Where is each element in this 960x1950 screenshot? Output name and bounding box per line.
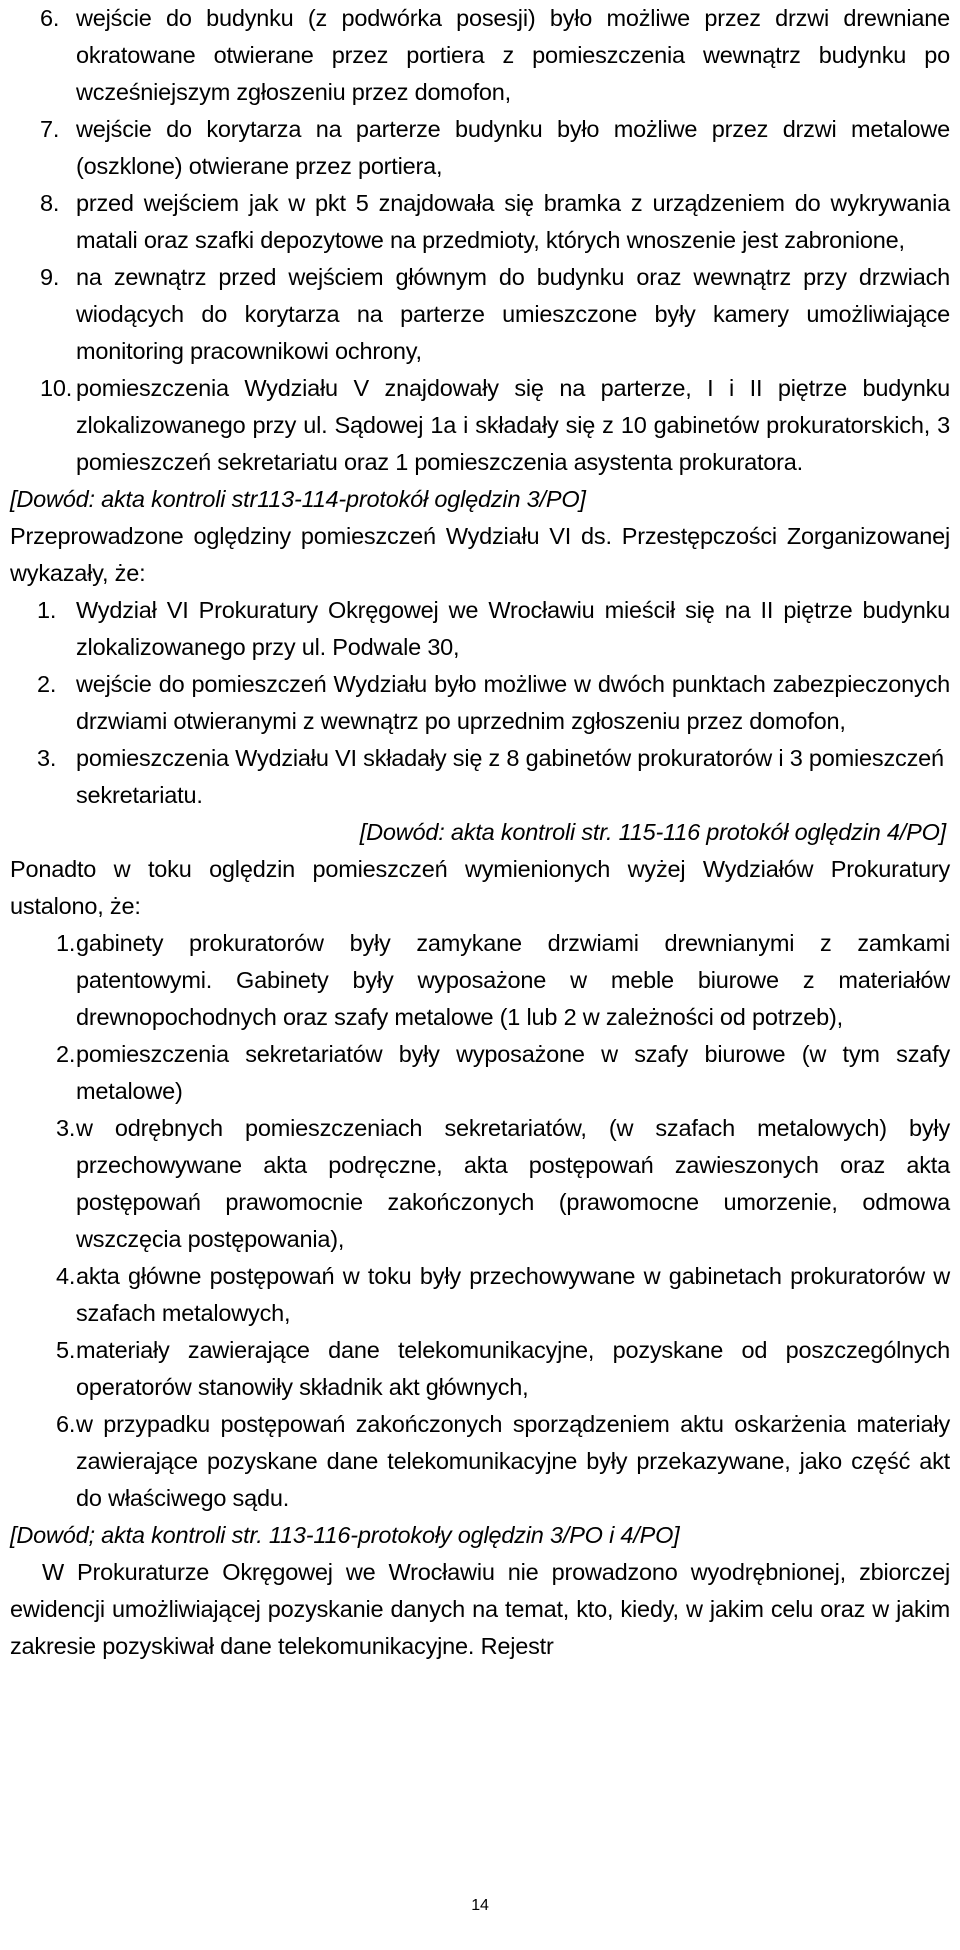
list-item-text: przed wejściem jak w pkt 5 znajdowała się bramka z urządzeniem do wykrywania matali oraz szafki depozytowe na przedmioty, których wnoszenie jest zabronione,: [76, 190, 950, 253]
list-department-vi: [10, 592, 950, 814]
list-item-number: 5.: [56, 1337, 76, 1363]
list-item: [10, 1332, 950, 1406]
list-item-text: akta główne postępowań w toku były przechowywane w gabinetach prokuratorów w szafach metalowych,: [76, 1263, 950, 1326]
list-item-text: w odrębnych pomieszczeniach sekretariatów, (w szafach metalowych) były przechowywane akta podręczne, akta postępowań zawieszonych oraz akta postępowań prawomocnie zakończonych (prawomocne umorzenie, odmowa wszczęcia postępowania),: [76, 1115, 950, 1252]
list-item-number: 9.: [40, 264, 60, 290]
paragraph-intro: Przeprowadzone oględziny pomieszczeń Wydziału VI ds. Przestępczości Zorganizowanej wykazały, że:: [10, 523, 950, 586]
list-item-number: 3.: [56, 1115, 76, 1141]
list-item-number: 1.: [56, 930, 76, 956]
list-item: [10, 740, 950, 814]
list-item-number: 8.: [40, 190, 60, 216]
list-item-text: pomieszczenia Wydziału VI składały się z 8 gabinetów prokuratorów i 3 pomieszczeń sekretariatu.: [76, 745, 944, 808]
evidence-reference: [Dowód; akta kontroli str. 113-116-protokoły oględzin 3/PO i 4/PO]: [10, 1522, 680, 1548]
list-item-number: 2.: [56, 1041, 76, 1067]
list-item-text: materiały zawierające dane telekomunikacyjne, pozyskane od poszczególnych operatorów stanowiły składnik akt głównych,: [76, 1337, 950, 1400]
list-item: [10, 1110, 950, 1258]
list-item-text: pomieszczenia Wydziału V znajdowały się na parterze, I i II piętrze budynku zlokalizowanego przy ul. Sądowej 1a i składały się z 10 gabinetów prokuratorskich, 3 pomieszczeń sekretariatu oraz 1 pomieszczenia asystenta prokuratora.: [76, 375, 950, 475]
list-item-text: pomieszczenia sekretariatów były wyposażone w szafy biurowe (w tym szafy metalowe): [76, 1041, 950, 1104]
list-item: [10, 111, 950, 185]
paragraph-closing: W Prokuraturze Okręgowej we Wrocławiu nie prowadzono wyodrębnionej, zbiorczej ewidencji umożliwiającej pozyskanie danych na temat, kto, kiedy, w jakim celu oraz w jakim zakresie pozyskiwał dane telekomunikacyjne. Rejestr: [10, 1559, 950, 1659]
list-item-text: na zewnątrz przed wejściem głównym do budynku oraz wewnątrz przy drzwiach wiodących do korytarza na parterze umieszczone były kamery umożliwiające monitoring pracownikowi ochrony,: [76, 264, 950, 364]
list-item-number: 7.: [40, 116, 60, 142]
list-item-text: Wydział VI Prokuratury Okręgowej we Wrocławiu mieścił się na II piętrze budynku zlokalizowanego przy ul. Podwale 30,: [76, 597, 950, 660]
list-item-number: 10.: [40, 375, 73, 401]
list-item-text: wejście do korytarza na parterze budynku było możliwe przez drzwi metalowe (oszklone) otwierane przez portiera,: [76, 116, 950, 179]
page-number: 14: [471, 1897, 489, 1914]
list-item-number: 6.: [56, 1411, 76, 1437]
list-item: [10, 592, 950, 666]
list-item: [10, 925, 950, 1036]
list-item-number: 3.: [37, 745, 57, 771]
list-item-number: 6.: [40, 5, 60, 31]
list-item-number: 1.: [37, 597, 57, 623]
list-item: [10, 259, 950, 370]
list-item: [10, 1036, 950, 1110]
list-item-number: 4.: [56, 1263, 76, 1289]
paragraph-intro: Ponadto w toku oględzin pomieszczeń wymienionych wyżej Wydziałów Prokuratury ustalono, że:: [10, 856, 950, 919]
list-item-text: wejście do budynku (z podwórka posesji) było możliwe przez drzwi drewniane okratowane otwierane przez portiera z pomieszczenia wewnątrz budynku po wcześniejszym zgłoszeniu przez domofon,: [76, 5, 950, 105]
evidence-reference: [Dowód: akta kontroli str113-114-protokół oględzin 3/PO]: [10, 486, 586, 512]
list-item-number: 2.: [37, 671, 57, 697]
list-item: [10, 1258, 950, 1332]
list-item: [10, 666, 950, 740]
list-item-text: wejście do pomieszczeń Wydziału było możliwe w dwóch punktach zabezpieczonych drzwiami otwieranymi z wewnątrz po uprzednim zgłoszeniu przez domofon,: [76, 671, 950, 734]
list-item: [10, 0, 950, 111]
list-building-access: [10, 0, 950, 481]
list-item: [10, 1406, 950, 1517]
list-item-text: gabinety prokuratorów były zamykane drzwiami drewnianymi z zamkami patentowymi. Gabinety były wyposażone w meble biurowe z materiałów drewnopochodnych oraz szafy metalowe (1 lub 2 w zależności od potrzeb),: [76, 930, 950, 1030]
evidence-reference: [Dowód: akta kontroli str. 115-116 protokół oględzin 4/PO]: [359, 819, 946, 845]
list-findings: [10, 925, 950, 1517]
list-item: [10, 370, 950, 481]
list-item: [10, 185, 950, 259]
list-item-text: w przypadku postępowań zakończonych sporządzeniem aktu oskarżenia materiały zawierające pozyskane dane telekomunikacyjne były przekazywane, jako część akt do właściwego sądu.: [76, 1411, 950, 1511]
